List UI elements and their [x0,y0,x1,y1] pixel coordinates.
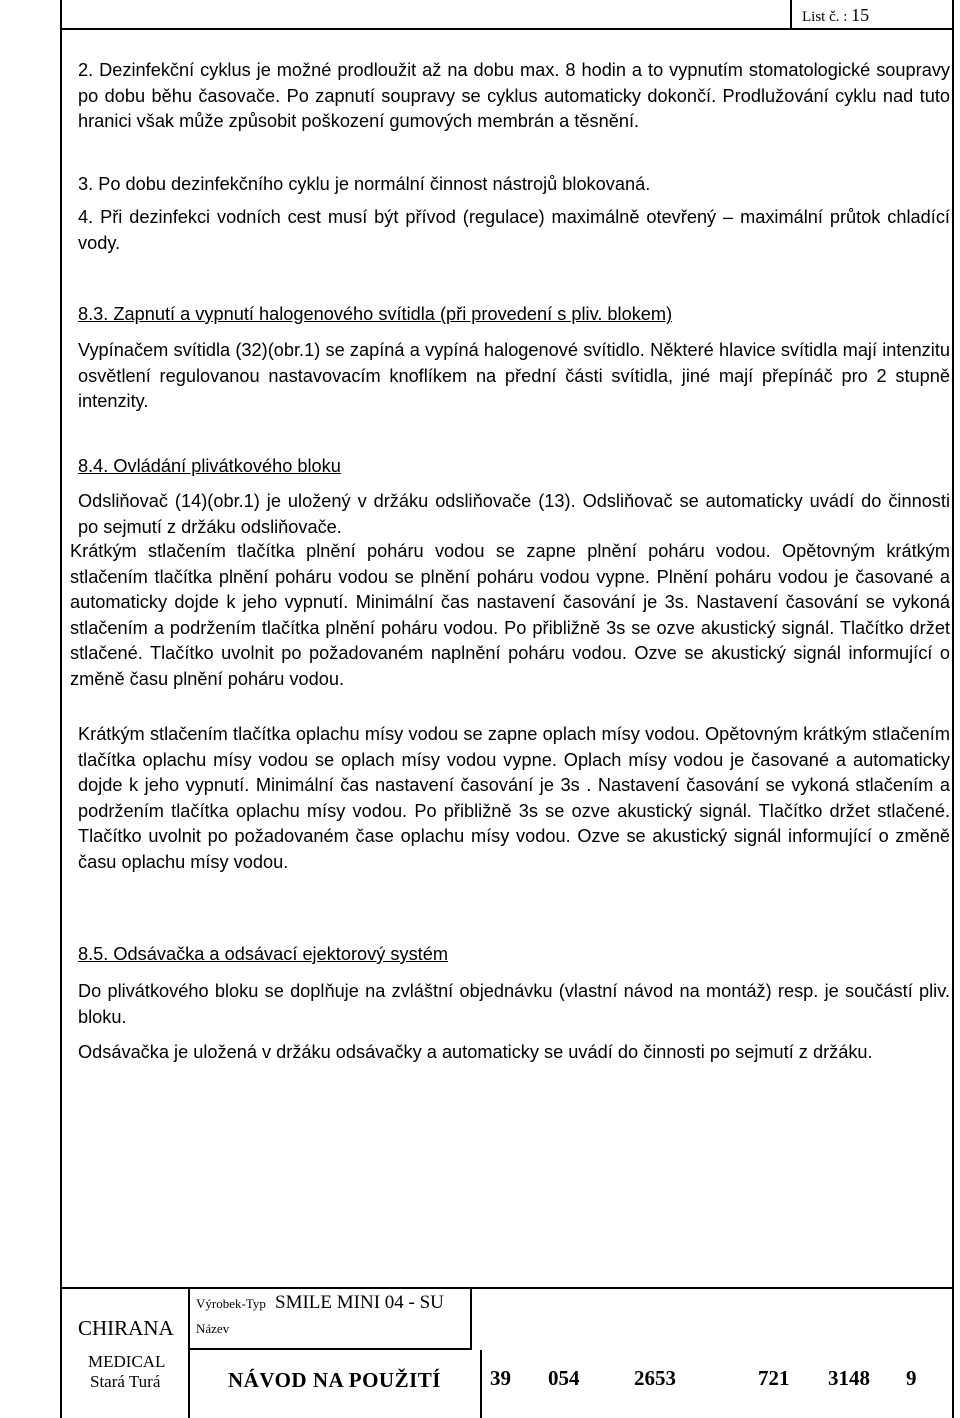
section-8-5-p1 [78,979,950,1030]
footer-divider [470,1287,472,1350]
item-number: 3. [78,174,94,194]
doc-code-6: 9 [906,1366,917,1390]
item-number: 4. [78,207,94,227]
doc-code-4: 721 [758,1366,790,1390]
footer-divider [480,1350,482,1418]
item-number: 2. [78,60,94,80]
company-location: Stará Turá [90,1372,161,1391]
doc-code-2: 054 [548,1366,580,1390]
doc-code-5: 3148 [828,1366,870,1390]
section-8-3-heading: 8.3. Zapnutí a vypnutí halogenového svítidla (při provedení s pliv. blokem) [78,304,673,324]
section-8-4-heading: 8.4. Ovládání plivátkového bloku [78,456,341,476]
paragraph: Do plivátkového bloku se doplňuje na zvláštní objednávku (vlastní návod na montáž) resp. je součástí pliv. bloku. [78,981,950,1027]
item-2 [78,58,950,135]
section-8-4-p2 [70,539,950,692]
footer-divider [188,1348,472,1350]
footer-top-line [60,1287,954,1289]
doc-code-1: 39 [490,1366,511,1390]
item-text: Dezinfekční cyklus je možné prodloužit až na dobu max. 8 hodin a to vypnutím stomatologické soupravy po dobu běhu časovače. Po zapnutí soupravy se cyklus automaticky dokončí. Prodlužování cyklu nad tuto hranici však může způsobit poškození gumových membrán a těsnění. [78,60,951,131]
page-number-label: List č. : [802,9,848,25]
paragraph: Krátkým stlačením tlačítka oplachu mísy vodou se zapne oplach mísy vodou. Opětovným krátkým stlačením tlačítka oplachu mísy vodou se oplach mísy vodou vypne. Oplach mísy vodou je časované a automaticky dojde k jeho vypnutí. Minimální čas nastavení časování je 3s . Nastavení časování se vykoná stlačením a podržením tlačítka oplachu mísy vodou. Po přibližně 3s se ozve akustický signál. Tlačítko držet stlačené. Tlačítko uvolnit po požadovaném čase oplachu mísy vodou. Ozve se akustický signál informující o změně času oplachu mísy vodou. [78,724,950,872]
doc-code-3: 2653 [634,1366,676,1390]
left-border [60,0,62,1418]
footer-title-block [60,1287,954,1418]
section-8-4-p1 [78,489,950,540]
item-4 [78,205,950,256]
page-number: 15 [851,5,870,25]
footer-divider [188,1287,190,1418]
company-name: CHIRANA [78,1316,174,1340]
section-8-3-text [78,338,950,415]
doc-title: NÁVOD NA POUŽITÍ [228,1368,441,1392]
section-8-5-heading: 8.5. Odsávačka a odsávací ejektorový systém [78,944,448,964]
page-number-cell [790,0,954,30]
paragraph: Odsliňovač (14)(obr.1) je uložený v držáku odsliňovače (13). Odsliňovač se automaticky uvádí do činnosti po sejmutí z držáku odsliňovače. [78,491,950,537]
paragraph: Vypínačem svítidla (32)(obr.1) se zapíná a vypíná halogenové svítidlo. Některé hlavice svítidla mají intenzitu osvětlení regulovanou nastavovacím knoflíkem na přední části svítidla, jiné mají přepínáč pro 2 stupně intenzity. [78,340,950,411]
product-name: SMILE MINI 04 - SU [275,1292,444,1313]
section-8-5-p2 [78,1040,950,1066]
paragraph: Odsávačka je uložená v držáku odsávačky a automaticky se uvádí do činnosti po sejmutí z držáku. [78,1042,873,1062]
item-3 [78,172,950,198]
company-division: MEDICAL [88,1352,166,1371]
item-text: Po dobu dezinfekčního cyklu je normální činnost nástrojů blokovaná. [98,174,651,194]
right-border [952,0,954,1418]
item-text: Při dezinfekci vodních cest musí být přívod (regulace) maximálně otevřený – maximální průtok chladící vody. [78,207,950,253]
product-label: Výrobek-Typ [196,1296,266,1311]
name-label: Název [196,1321,230,1336]
section-8-4-p3 [78,722,950,875]
paragraph: Krátkým stlačením tlačítka plnění poháru vodou se zapne plnění poháru vodou. Opětovným krátkým stlačením tlačítka plnění poháru vodou se plnění poháru vodou vypne. Plnění poháru vodou je časované a automaticky dojde k jeho vypnutí. Minimální čas nastavení časování je 3s. Nastavení časování se vykoná stlačením a podržením tlačítka plnění poháru vodou. Po přibližně 3s se ozve akustický signál. Tlačítko držet stlačené. Tlačítko uvolnit po požadovaném naplnění poháru vodou. Ozve se akustický signál informující o změně času plnění poháru vodou. [70,541,950,689]
